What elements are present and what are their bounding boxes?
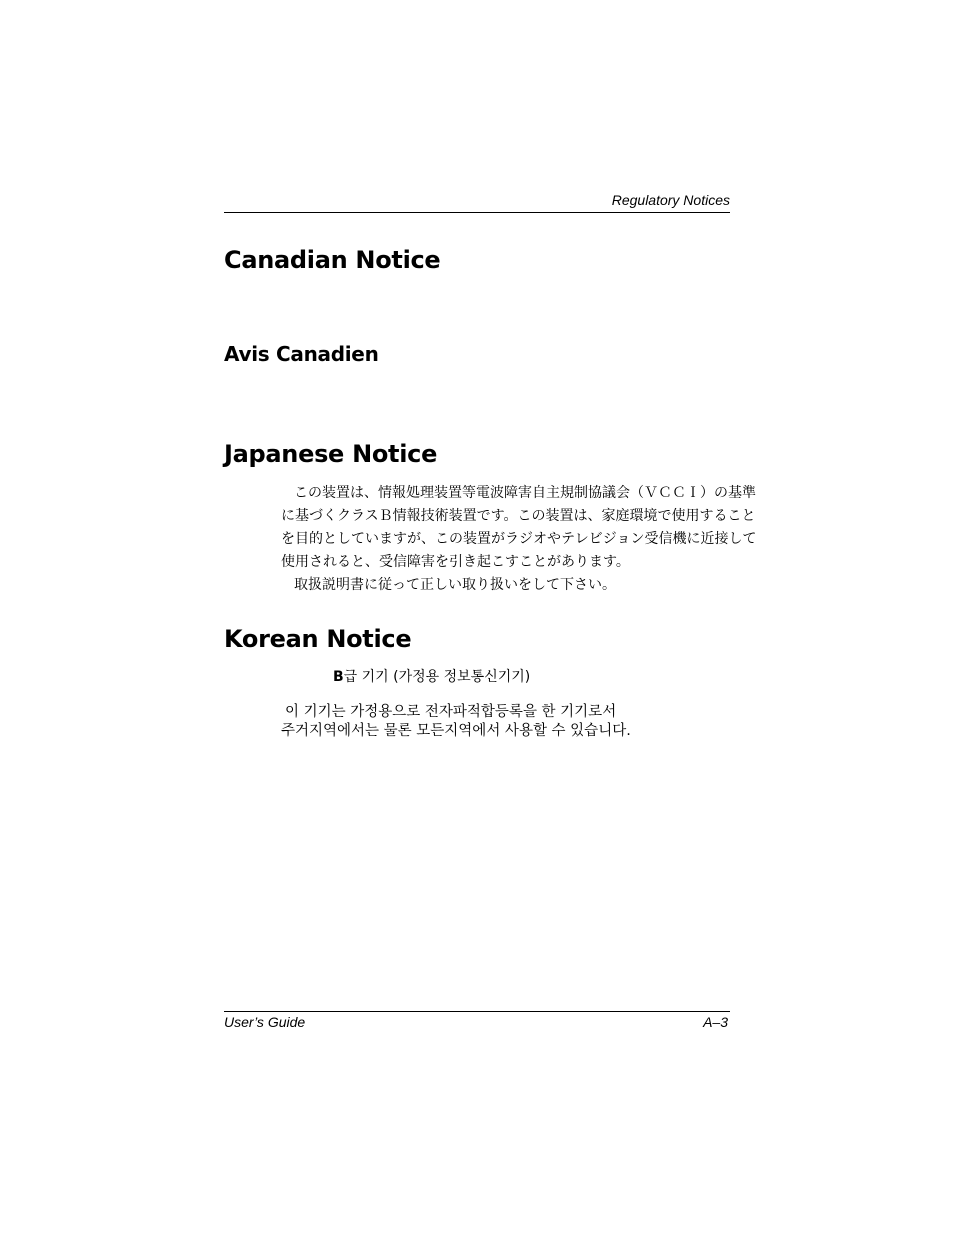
japanese-notice-heading: Japanese Notice [224,440,438,468]
japanese-notice-text [281,482,757,597]
footer-rule [224,1011,730,1012]
korean-notice-text [281,667,681,741]
korean-class-letter: B [333,669,344,685]
japanese-notice-line: この装置は、情報処理装置等電波障害自主規制協議会（ＶＣＣＩ）の基準 [294,485,756,501]
korean-title-rest: 급 기기 (가정용 정보통신기기) [343,669,531,685]
footer-page-number: A–3 [703,1014,728,1030]
canadian-notice-heading: Canadian Notice [224,246,441,274]
avis-canadien-heading: Avis Canadien [224,342,379,366]
header-rule [224,212,730,213]
japanese-notice-line: 取扱説明書に従って正しい取り扱いをして下さい。 [294,577,616,593]
footer-guide-name: User’s Guide [224,1014,306,1030]
running-header: Regulatory Notices [611,192,730,208]
korean-notice-line: 이 기기는 가정용으로 전자파적합등록을 한 기기로서 [285,704,617,720]
japanese-notice-line: を目的としていますが、この装置がラジオやテレビジョン受信機に近接して [281,531,757,547]
korean-notice-spacer [281,687,681,703]
korean-notice-heading: Korean Notice [224,625,412,653]
korean-notice-line: 주거지역에서는 물론 모든지역에서 사용할 수 있습니다. [281,723,631,739]
japanese-notice-line: 使用されると、受信障害を引き起こすことがあります。 [281,554,630,570]
japanese-notice-line: に基づくクラスＢ情報技術装置です。この装置は、家庭環境で使用すること [281,508,756,524]
korean-notice-title [281,667,681,687]
